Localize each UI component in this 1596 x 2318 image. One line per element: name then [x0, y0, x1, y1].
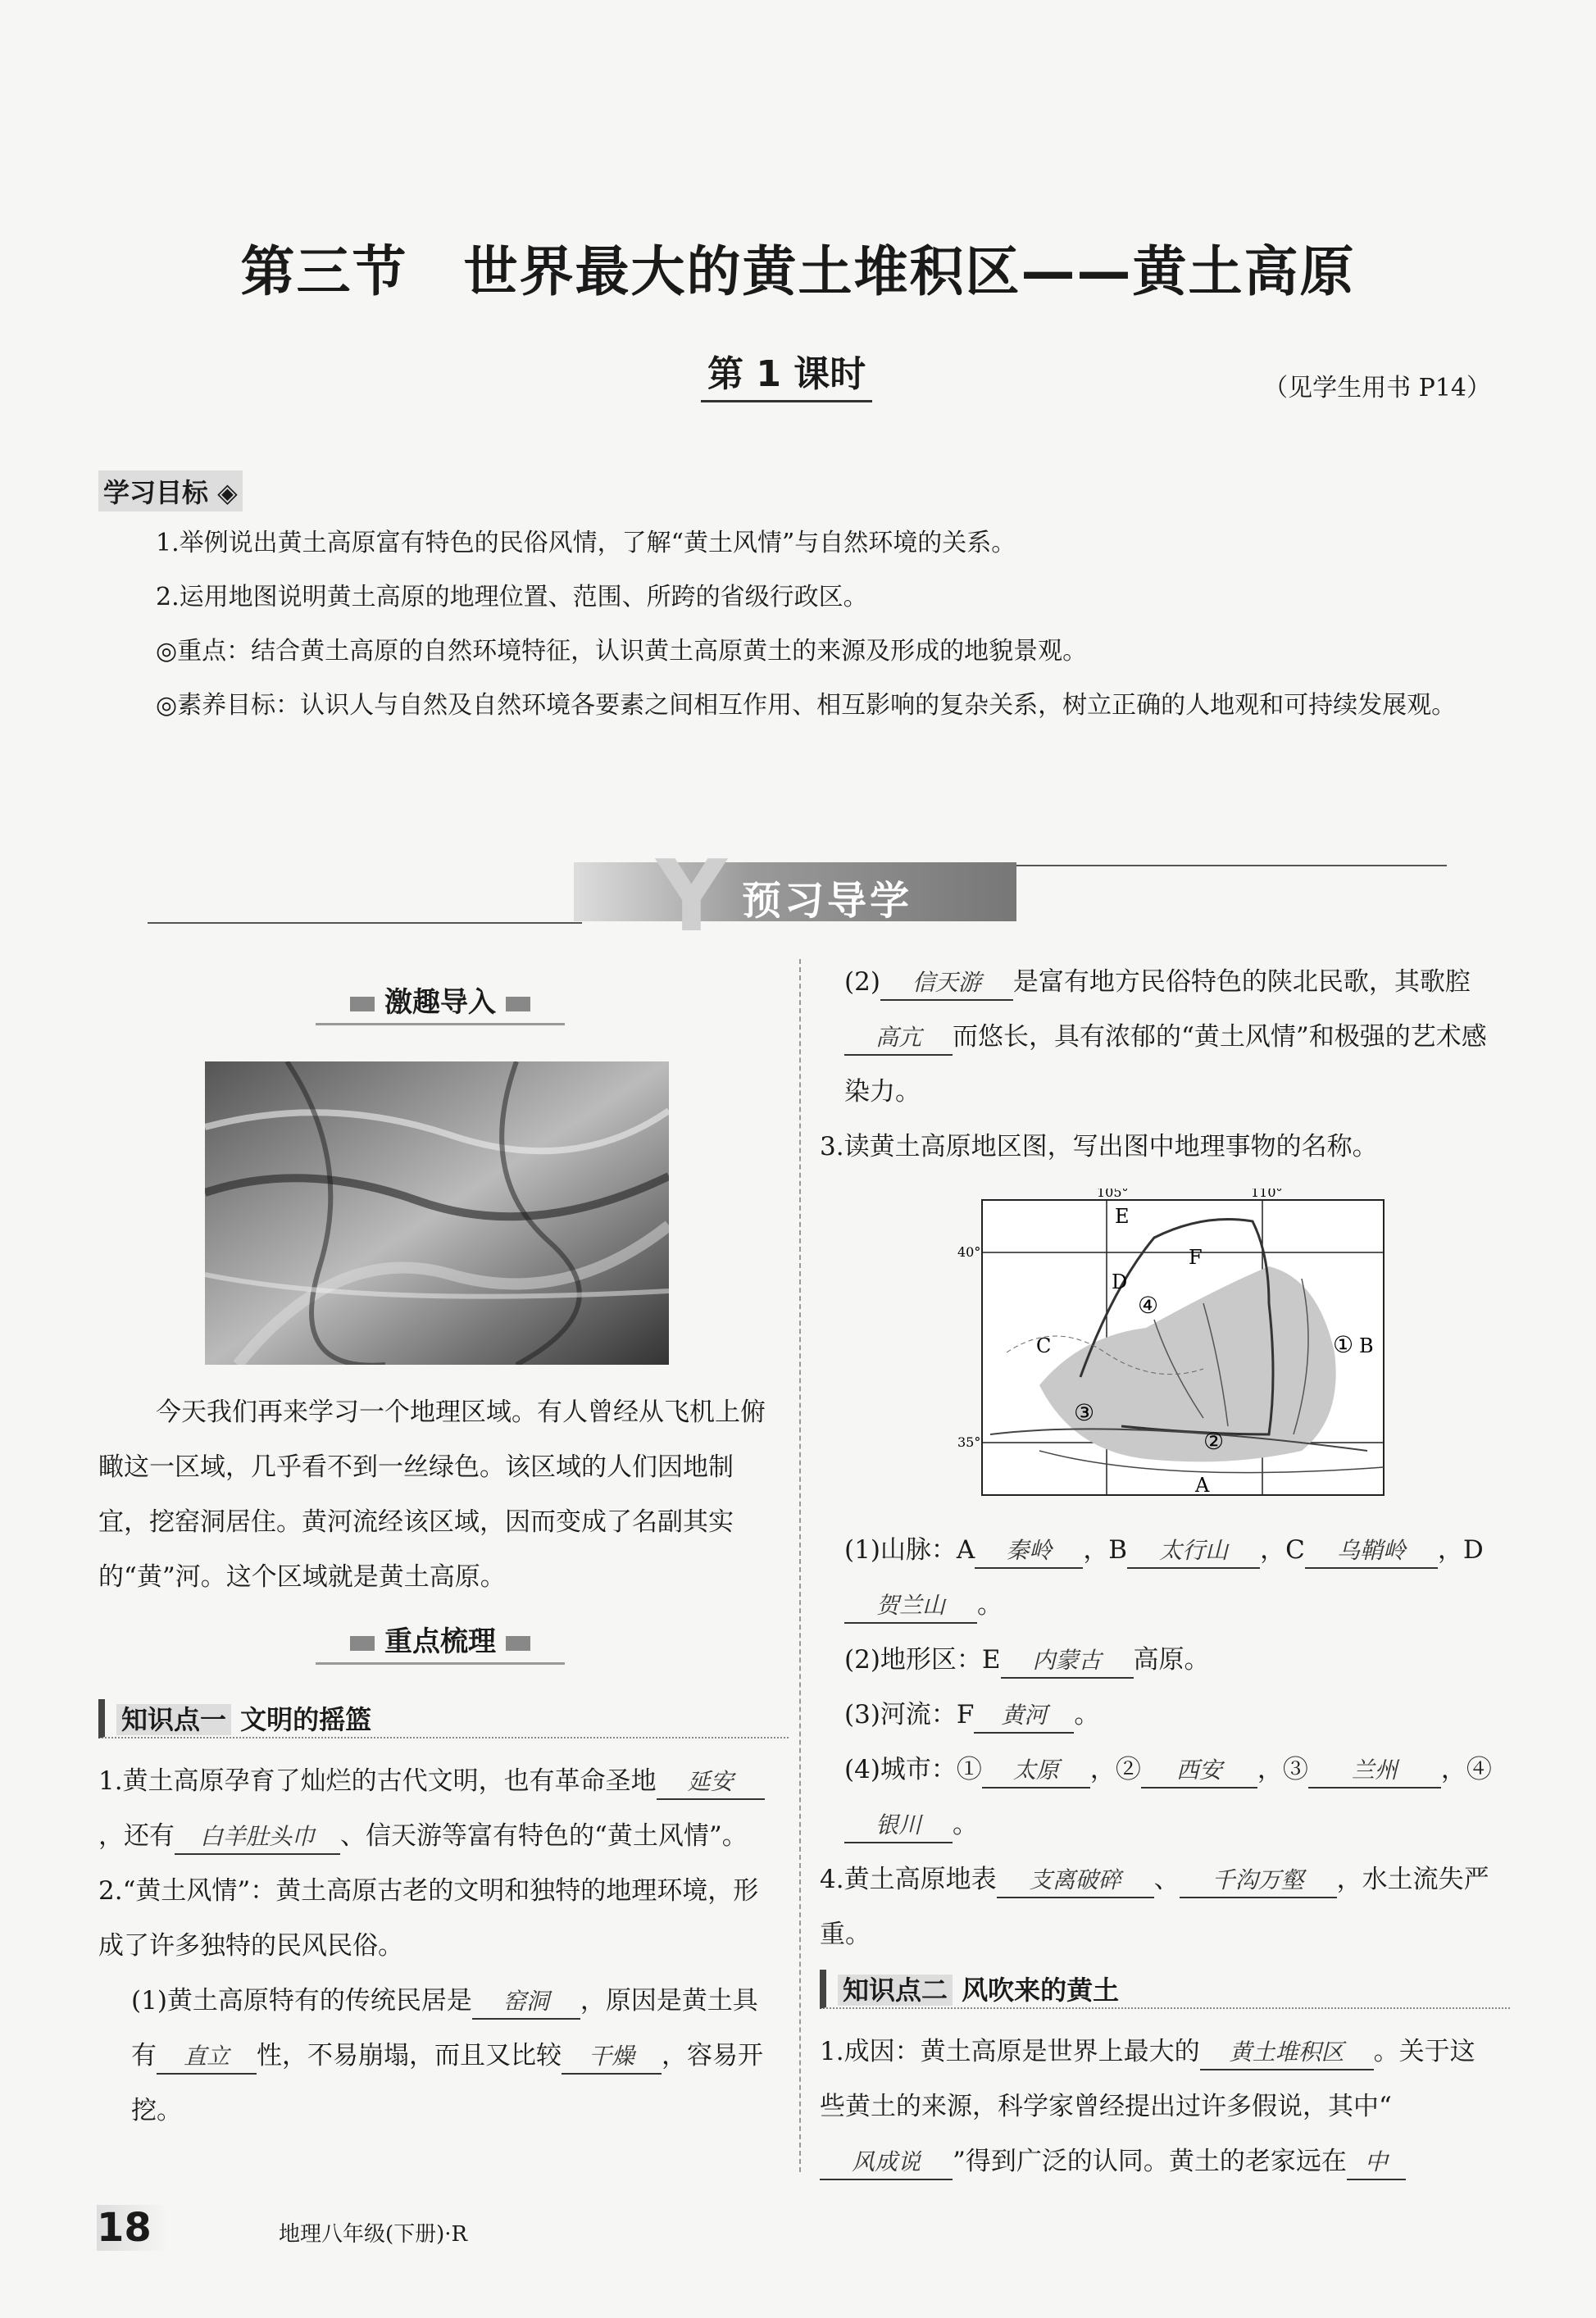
- lesson-number: 第 1 课时: [701, 344, 872, 402]
- lat-35: 35°: [957, 1434, 981, 1450]
- k2-text-a: 1.成因：黄土高原是世界上最大的: [820, 2037, 1200, 2066]
- map-city-2: ②: [1203, 1428, 1225, 1455]
- kp2-q1: [820, 2025, 1500, 2189]
- answer-city-1: 太原: [982, 1754, 1090, 1788]
- map-city-4: ④: [1138, 1292, 1159, 1319]
- page-title: 第三节 世界最大的黄土堆积区——黄土高原: [240, 240, 1356, 303]
- answer-upright: 直立: [157, 2040, 257, 2075]
- objective-2: 2.运用地图说明黄土高原的地理位置、范围、所跨的省级行政区。: [156, 583, 868, 611]
- answer-dry: 干燥: [562, 2040, 662, 2075]
- kp1-q2: 2.“黄土风情”：黄土高原古老的文明和独特的地理环境，形成了许多独特的民风民俗。: [98, 1876, 759, 1961]
- objective-1: 1.举例说出黄土高原富有特色的民俗风情，了解“黄土风情”与自然环境的关系。: [156, 529, 1016, 557]
- column-divider: [799, 959, 801, 2172]
- answer-f: 黄河: [974, 1699, 1074, 1734]
- banner-letter: Y: [656, 840, 727, 954]
- k2-text-c: ”得到广泛的认同。黄土的老家远在: [953, 2147, 1347, 2176]
- answer-e: 内蒙古: [1001, 1644, 1134, 1679]
- right-lower: [820, 1523, 1500, 1962]
- kp1-tag: 知识点一: [116, 1704, 231, 1735]
- banner-rule-right: [1016, 865, 1447, 866]
- kp1-q2-1: [98, 1974, 779, 2138]
- knowledge-point-2: [820, 1970, 1510, 2009]
- intro-text: 今天我们再来学习一个地理区域。有人曾经从飞机上俯瞰这一区域，几乎看不到一丝绿色。该区域的人们因地制宜，挖窑洞居住。黄河流经该区域，因而变成了名副其实的“黄”河。这个区域就是黄土高原。: [98, 1398, 766, 1592]
- intro-heading: 激趣导入: [316, 979, 565, 1025]
- q4-text-a: 4.黄土高原地表: [820, 1865, 997, 1894]
- answer-city-3: 兰州: [1308, 1754, 1441, 1788]
- lon-110: 110°: [1251, 1189, 1283, 1200]
- answer-city-2: 西安: [1141, 1754, 1257, 1788]
- answer-q4-a: 支离破碎: [997, 1864, 1154, 1898]
- kp2-title: 风吹来的黄土: [962, 1975, 1120, 2006]
- answer-origin: 中: [1347, 2146, 1406, 2180]
- q1-text-c: ，还有: [98, 1821, 175, 1851]
- map-city-3: ③: [1074, 1399, 1095, 1426]
- objectives-heading-text: 学习目标: [103, 477, 209, 508]
- right-upper: [820, 955, 1500, 1175]
- objective-literacy: ◎素养目标：认识人与自然及自然环境各要素之间相互作用、相互影响的复杂关系，树立正确的人地观和可持续发展观。: [156, 691, 1457, 720]
- q4: 4.黄土高原地表 支离破碎 、 千沟万壑 ，水土流失严重。: [820, 1865, 1489, 1949]
- q22-text-c: 是富有地方民俗特色的陕北民歌，其歌腔: [1012, 967, 1471, 997]
- q31-text-a: (1)山脉：A: [844, 1535, 975, 1565]
- map-label-e: E: [1115, 1205, 1130, 1228]
- map-label-f: F: [1189, 1246, 1203, 1269]
- answer-deposit-area: 黄土堆积区: [1200, 2036, 1374, 2070]
- lat-40: 40°: [957, 1244, 981, 1260]
- q4-text-b: ，水土流失严重。: [820, 1865, 1489, 1949]
- q2-2: [820, 955, 1500, 1120]
- answer-d: 贺兰山: [844, 1589, 977, 1624]
- answer-q4-b: 千沟万壑: [1180, 1864, 1337, 1898]
- kp2-content: [820, 2025, 1500, 2189]
- map-label-b: B: [1359, 1334, 1374, 1357]
- answer-c: 乌鞘岭: [1305, 1534, 1438, 1569]
- answer-a: 秦岭: [975, 1534, 1083, 1569]
- q22-text-d: 而悠长，具有浓郁的“黄土风情”和极强的艺术感染力。: [844, 1022, 1487, 1107]
- q31-text-c: ，C: [1260, 1535, 1305, 1565]
- q1-text-d: 、信天游等富有特色的“黄土风情”。: [340, 1821, 748, 1851]
- knowledge-point-1: [98, 1699, 789, 1738]
- map-city-1: ①: [1333, 1331, 1354, 1358]
- q3-2: [820, 1633, 1500, 1688]
- q21-text-e: ，容易开挖。: [131, 2041, 763, 2125]
- q1-text-a: 1.黄土高原孕育了灿烂的古代文明，也有革命圣地: [98, 1766, 657, 1796]
- loess-plateau-photo: [205, 1061, 669, 1365]
- answer-wind-theory: 风成说: [820, 2146, 953, 2180]
- q32-text-a: (2)地形区：E: [844, 1645, 1001, 1675]
- kp1-q1: [98, 1754, 779, 1864]
- map-label-d: D: [1112, 1270, 1128, 1293]
- q21-text-c: ，原因是黄土具有: [131, 1986, 758, 2070]
- q34-text-a: (4)城市：①: [844, 1755, 982, 1784]
- review-heading: 重点梳理: [316, 1619, 565, 1665]
- objective-key: ◎重点：结合黄土高原的自然环境特征，认识黄土高原黄土的来源及形成的地貌景观。: [156, 637, 1088, 666]
- book-title: 地理八年级(下册)·R: [279, 2222, 468, 2247]
- lon-105: 105°: [1097, 1189, 1129, 1200]
- q21-text-d: 性，不易崩塌，而且又比较: [257, 2041, 562, 2070]
- answer-yanan: 延安: [657, 1766, 765, 1800]
- answer-cave: 窑洞: [472, 1985, 580, 2020]
- objectives-heading: [98, 470, 243, 511]
- banner-rule-left: [148, 922, 582, 924]
- q32-text-b: 高原。: [1133, 1645, 1210, 1675]
- q31-text-b: ，B: [1083, 1535, 1128, 1565]
- objectives-list: [98, 516, 1500, 733]
- q33-text-a: (3)河流：F: [844, 1700, 975, 1729]
- q3-3: (3)河流：F 黄河 。: [820, 1688, 1500, 1743]
- q3: 3.读黄土高原地区图，写出图中地理事物的名称。: [820, 1132, 1378, 1161]
- answer-gaokang: 高亢: [844, 1021, 953, 1056]
- answer-towel: 白羊肚头巾: [175, 1820, 340, 1855]
- intro-text-block: [98, 1385, 779, 1605]
- kp2-tag: 知识点二: [838, 1975, 953, 2006]
- map-label-a: A: [1195, 1474, 1210, 1497]
- q3-4: (4)城市：① 太原 ，② 西安 ，③ 兰州 ，④银川 。: [820, 1743, 1500, 1852]
- answer-b: 太行山: [1127, 1534, 1260, 1569]
- diamond-icon: ◈: [217, 477, 238, 508]
- page-number: 18: [97, 2205, 168, 2251]
- q21-text-a: (1)黄土高原特有的传统民居是: [131, 1986, 472, 2016]
- banner-label: 预习导学: [742, 878, 913, 924]
- kp1-content: [98, 1754, 779, 2138]
- q22-text-a: (2): [844, 967, 880, 997]
- loess-plateau-map: [957, 1189, 1394, 1508]
- k2-text-b: 。关于这些黄土的来源，科学家曾经提出过许多假说，其中“: [820, 2037, 1476, 2121]
- answer-xintianyou: 信天游: [880, 966, 1013, 1001]
- q31-text-d: ，D: [1437, 1535, 1484, 1565]
- q3-1: (1)山脉：A 秦岭 ，B 太行山 ，C 乌鞘岭 ，D贺兰山 。: [820, 1523, 1500, 1633]
- reference-note: （见学生用书 P14）: [1263, 374, 1491, 402]
- answer-city-4: 银川: [844, 1809, 953, 1843]
- kp1-title: 文明的摇篮: [240, 1704, 372, 1735]
- map-label-c: C: [1036, 1334, 1052, 1357]
